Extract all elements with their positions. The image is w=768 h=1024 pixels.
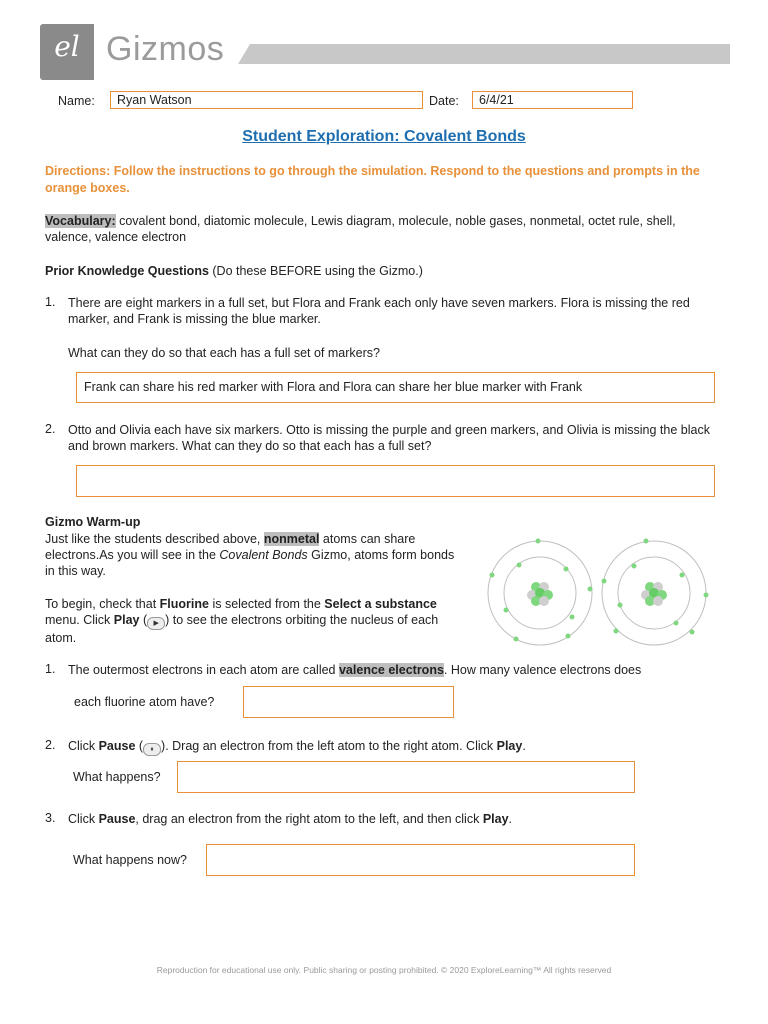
name-field[interactable]: Ryan Watson (110, 91, 423, 109)
date-field[interactable]: 6/4/21 (472, 91, 633, 109)
left-nucleus (527, 582, 553, 606)
warmup-q3-prompt: What happens now? (73, 853, 187, 867)
valence-electrons-term: valence electrons (338, 663, 444, 677)
nonmetal-term: nonmetal (263, 532, 320, 546)
prior-q2-number: 2. (45, 422, 56, 436)
left-atom (488, 539, 593, 646)
warmup-q2-number: 2. (45, 738, 56, 752)
prior-note: (Do these BEFORE using the Gizmo.) (208, 264, 423, 278)
warmup-q3-answer[interactable] (206, 844, 635, 876)
right-nucleus (641, 582, 667, 606)
date-label: Date: (429, 94, 459, 108)
warmup-paragraph-2: To begin, check that Fluorine is selected from the Select a substance menu. Click Play ( ▶ ) to see the electrons orbiting the nucleus of each atom. (45, 597, 439, 645)
warmup-q2-text: Click Pause ( ⏸ ). Drag an electron from the left atom to the right atom. Click Play. (68, 738, 728, 756)
directions: Directions: Follow the instructions to go through the simulation. Respond to the questions and prompts in the orange boxes. (45, 164, 700, 195)
warmup-q1-answer[interactable] (243, 686, 454, 718)
vocabulary-text: covalent bond, diatomic molecule, Lewis diagram, molecule, noble gases, nonmetal, octet rule, shell, valence, valence electron (45, 214, 676, 244)
prior-title: Prior Knowledge Questions (45, 264, 209, 278)
right-atom (602, 539, 709, 646)
warmup-q3-number: 3. (45, 811, 56, 825)
prior-q1-number: 1. (45, 295, 56, 309)
play-icon: ▶ (147, 617, 165, 630)
warmup-q3-text: Click Pause, drag an electron from the right atom to the left, and then click Play. (68, 812, 513, 826)
warmup-heading: Gizmo Warm-up (45, 515, 141, 529)
prior-q2-answer[interactable] (76, 465, 715, 497)
name-label: Name: (58, 94, 95, 108)
brand-name: Gizmos (106, 30, 225, 68)
vocabulary-label: Vocabulary: (45, 214, 116, 228)
warmup-q1-prompt: each fluorine atom have? (74, 695, 215, 709)
warmup-q1-number: 1. (45, 662, 56, 676)
logo-glyph: el (54, 30, 80, 63)
prior-q1-prompt: What can they do so that each has a full set of markers? (68, 346, 380, 360)
prior-q2-text: Otto and Olivia each have six markers. Otto is missing the purple and green markers, and Olivia is missing the black and brown markers. What can they do so that each has a full set? (68, 423, 710, 453)
pause-icon: ⏸ (143, 743, 161, 756)
footer-copyright: Reproduction for educational use only. Public sharing or posting prohibited. © 2020 ExploreLearning™ All rights reserved (156, 965, 612, 975)
header-bar (238, 44, 730, 64)
prior-q1-text: There are eight markers in a full set, but Flora and Frank each only have seven markers. Flora is missing the red marker, and Frank is missing the blue marker. (68, 296, 690, 326)
prior-q1-answer[interactable]: Frank can share his red marker with Flora and Flora can share her blue marker with Frank (76, 372, 715, 403)
fluorine-atoms-diagram (486, 535, 742, 653)
warmup-q2-answer[interactable] (177, 761, 635, 793)
prior-heading (45, 263, 725, 279)
warmup-paragraph-1: Just like the students described above, nonmetal atoms can share electrons.As you will see in the Covalent Bonds Gizmo, atoms form bonds in this way. (45, 532, 455, 578)
vocabulary (45, 213, 725, 245)
page-title: Student Exploration: Covalent Bonds (242, 128, 526, 145)
warmup-q1-text: The outermost electrons in each atom are called valence electrons. How many valence electrons does (68, 663, 642, 677)
warmup-q2-prompt: What happens? (73, 770, 161, 784)
